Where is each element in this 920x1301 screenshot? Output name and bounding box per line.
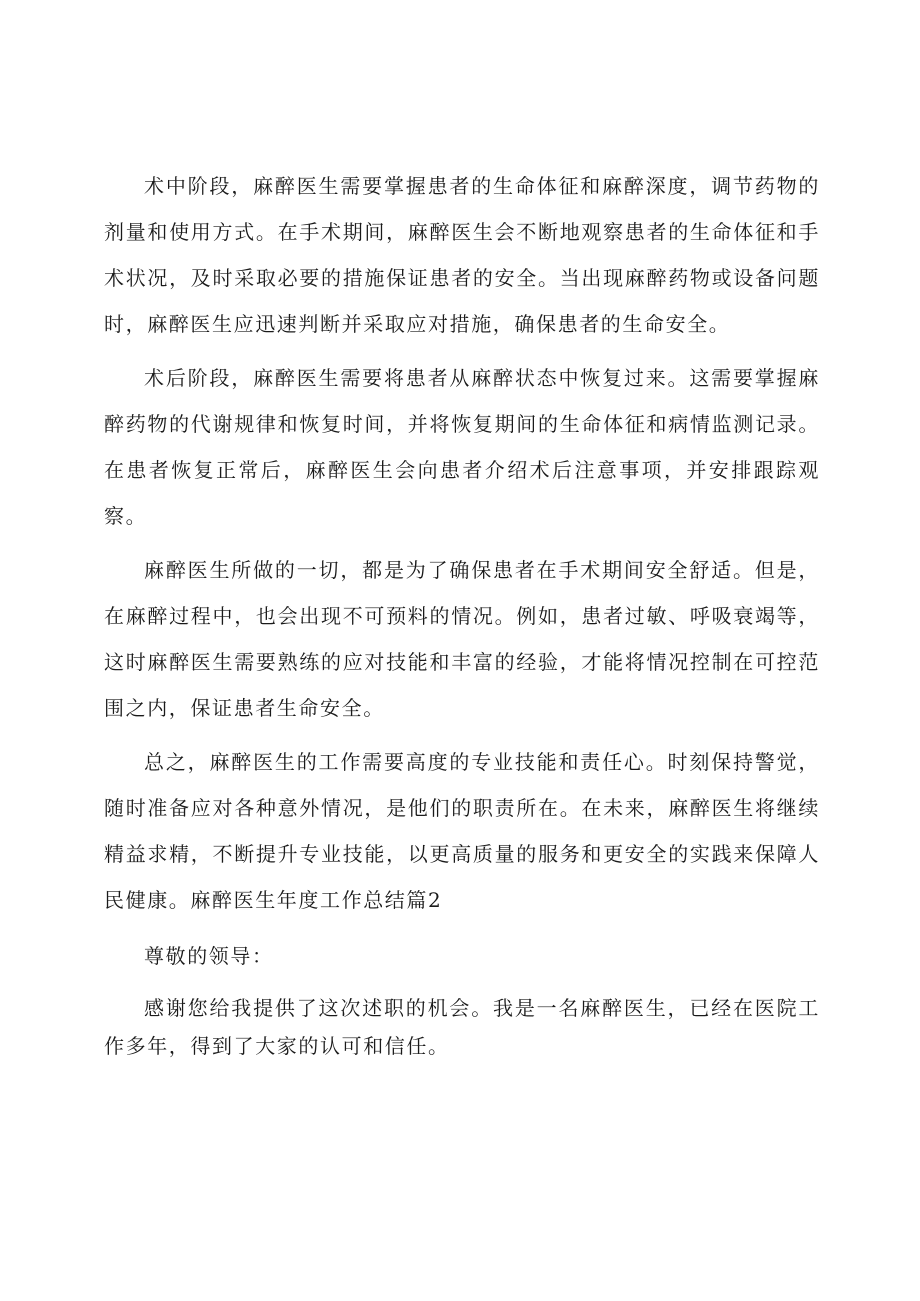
document-body: [104, 163, 820, 1065]
paragraph-opening: 感谢您给我提供了这次述职的机会。我是一名麻醉医生，已经在医院工作多年，得到了大家的认可和信任。: [104, 996, 820, 1058]
paragraph-postoperative: 术后阶段，麻醉医生需要将患者从麻醉状态中恢复过来。这需要掌握麻醉药物的代谢规律和恢复时间，并将恢复期间的生命体征和病情监测记录。在患者恢复正常后，麻醉医生会向患者介绍术后注意事项，并安排跟踪观察。: [104, 366, 820, 528]
paragraph-salutation: 尊敬的领导：: [144, 944, 274, 968]
paragraph-conclusion: 总之，麻醉医生的工作需要高度的专业技能和责任心。时刻保持警觉，随时准备应对各种意外情况，是他们的职责所在。在未来，麻醉医生将继续精益求精，不断提升专业技能，以更高质量的服务和更安全的实践来保障人民健康。麻醉医生年度工作总结篇2: [104, 750, 820, 912]
paragraph-intraoperative: 术中阶段，麻醉医生需要掌握患者的生命体征和麻醉深度，调节药物的剂量和使用方式。在手术期间，麻醉医生会不断地观察患者的生命体征和手术状况，及时采取必要的措施保证患者的安全。当出现麻醉药物或设备问题时，麻醉医生应迅速判断并采取应对措施，确保患者的生命安全。: [104, 174, 820, 336]
paragraph-safety: 麻醉医生所做的一切，都是为了确保患者在手术期间安全舒适。但是，在麻醉过程中，也会出现不可预料的情况。例如，患者过敏、呼吸衰竭等，这时麻醉医生需要熟练的应对技能和丰富的经验，才能将情况控制在可控范围之内，保证患者生命安全。: [104, 558, 820, 720]
